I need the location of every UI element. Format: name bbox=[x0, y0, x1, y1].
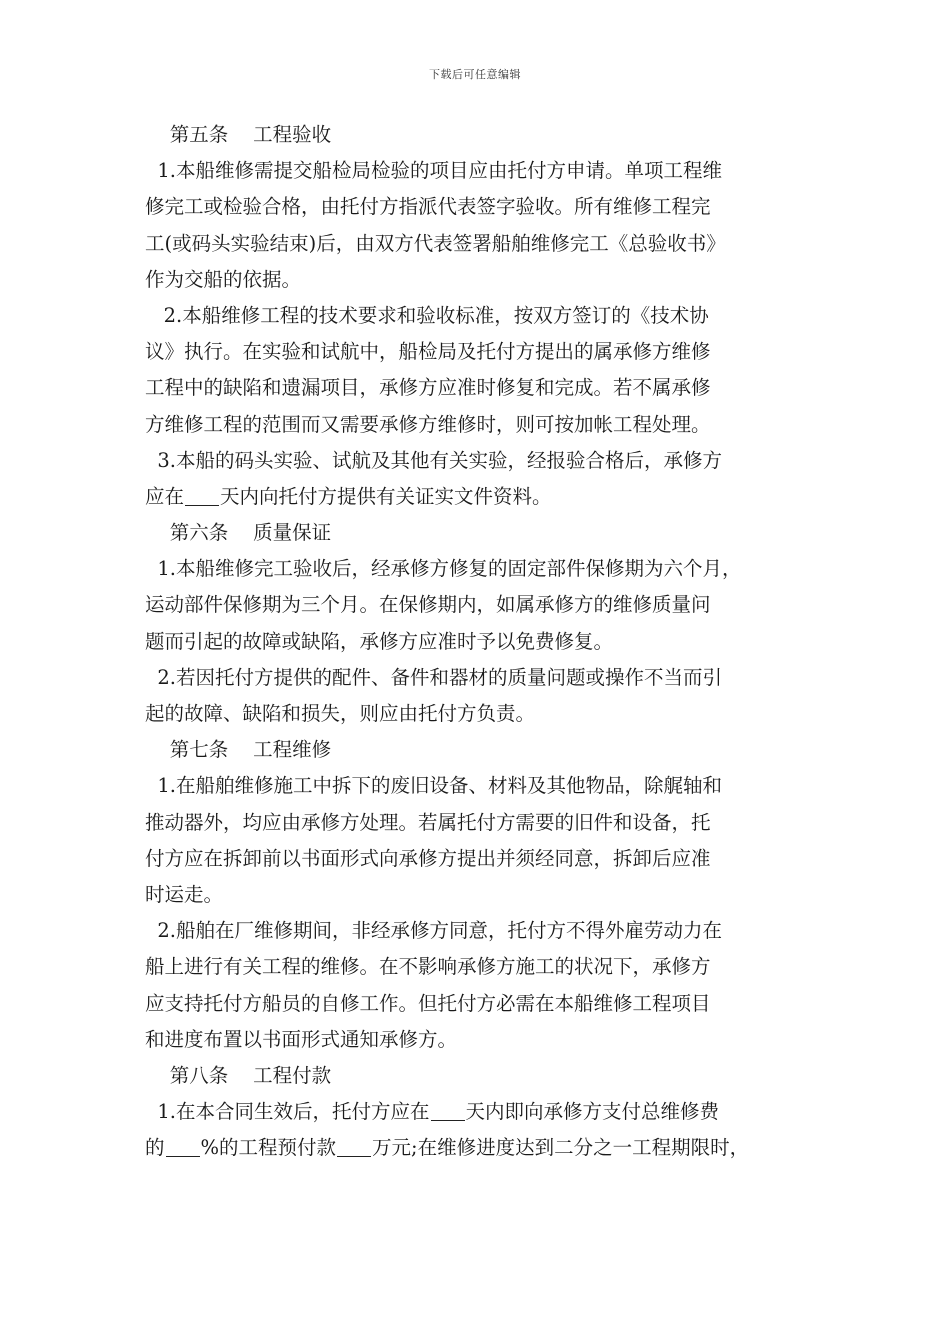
text-line bbox=[145, 443, 813, 479]
text-segment: 起的故障、缺陷和损失，则应由托付方负责。 bbox=[145, 702, 536, 725]
text-segment: 2.船舶在厂维修期间，非经承修方同意，托付方不得外雇劳动力在 bbox=[145, 919, 723, 943]
text-segment: 和进度布置以书面形式通知承修方。 bbox=[145, 1027, 458, 1051]
text-line bbox=[145, 624, 813, 660]
text-line bbox=[145, 407, 813, 443]
text-line bbox=[145, 1058, 813, 1094]
text-segment: 天内向托付方提供有关证实文件资料。 bbox=[220, 484, 552, 508]
text-line bbox=[145, 877, 813, 913]
text-line bbox=[145, 334, 813, 370]
text-line bbox=[145, 1130, 813, 1166]
text-segment: 付方应在拆卸前以书面形式向承修方提出并须经同意，拆卸后应准 bbox=[145, 846, 711, 870]
text-line bbox=[145, 732, 813, 768]
fill-in-blank bbox=[431, 1102, 465, 1121]
text-segment: 工(或码头实验结束)后，由双方代表签署船舶维修完工《总验收书》 bbox=[145, 231, 726, 255]
text-segment: 推动器外，均应由承修方处理。若属托付方需要的旧件和设备，托 bbox=[145, 810, 711, 834]
text-line bbox=[145, 298, 813, 334]
text-line bbox=[145, 226, 813, 262]
fill-in-blank bbox=[166, 1138, 200, 1157]
text-segment: 1.在本合同生效后，托付方应在 bbox=[145, 1100, 430, 1124]
text-line bbox=[145, 370, 813, 406]
text-segment: 的 bbox=[145, 1136, 165, 1160]
text-line bbox=[145, 153, 813, 189]
text-segment: 2.本船维修工程的技术要求和验收标准，按双方签订的《技术协 bbox=[145, 303, 709, 327]
text-segment: 议》执行。在实验和试航中，船检局及托付方提出的属承修方维修 bbox=[145, 340, 711, 364]
text-line bbox=[145, 587, 813, 623]
text-segment: 第八条 工程付款 bbox=[145, 1063, 332, 1087]
text-segment: 应在 bbox=[145, 484, 185, 508]
page-header: 下载后可任意编辑 bbox=[429, 68, 521, 81]
text-line bbox=[145, 696, 813, 732]
text-segment: 修完工或检验合格，由托付方指派代表签字验收。所有维修工程完 bbox=[145, 195, 711, 219]
text-line bbox=[145, 1094, 813, 1130]
text-line bbox=[145, 515, 813, 551]
text-line bbox=[145, 913, 813, 949]
text-segment: 工程中的缺陷和遗漏项目，承修方应准时修复和完成。若不属承修 bbox=[145, 376, 711, 400]
text-segment: 船上进行有关工程的维修。在不影响承修方施工的状况下，承修方 bbox=[145, 955, 711, 979]
text-segment: 2.若因托付方提供的配件、备件和器材的质量问题或操作不当而引 bbox=[145, 665, 723, 689]
text-segment: 题而引起的故障或缺陷，承修方应准时予以免费修复。 bbox=[145, 629, 614, 653]
text-line bbox=[145, 117, 813, 153]
text-segment: 方维修工程的范围而又需要承修方维修时，则可按加帐工程处理。 bbox=[145, 412, 711, 436]
text-line bbox=[145, 986, 813, 1022]
text-line bbox=[145, 768, 813, 804]
text-segment: 作为交船的依据。 bbox=[145, 267, 302, 291]
text-line bbox=[145, 262, 813, 298]
text-segment: 1.在船舶维修施工中拆下的废旧设备、材料及其他物品，除艉轴和 bbox=[145, 774, 723, 798]
text-line bbox=[145, 805, 813, 841]
text-segment: 3.本船的码头实验、试航及其他有关实验，经报验合格后，承修方 bbox=[145, 448, 723, 472]
text-line bbox=[145, 189, 813, 225]
text-line bbox=[145, 949, 813, 985]
text-segment: %的工程预付款 bbox=[200, 1136, 337, 1160]
text-line bbox=[145, 551, 813, 587]
text-segment: 运动部件保修期为三个月。在保修期内，如属承修方的维修质量问 bbox=[145, 593, 711, 617]
text-segment: 万元;在维修进度达到二分之一工程期限时， bbox=[372, 1136, 750, 1160]
text-segment: 天内即向承修方支付总维修费 bbox=[465, 1100, 720, 1124]
text-segment: 应支持托付方船员的自修工作。但托付方必需在本船维修工程项目 bbox=[145, 991, 711, 1015]
fill-in-blank bbox=[185, 487, 219, 506]
text-line bbox=[145, 660, 813, 696]
text-segment: 1.本船维修完工验收后，经承修方修复的固定部件保修期为六个月， bbox=[145, 557, 742, 581]
text-segment: 时运走。 bbox=[145, 882, 224, 906]
text-line bbox=[145, 841, 813, 877]
text-segment: 1.本船维修需提交船检局检验的项目应由托付方申请。单项工程维 bbox=[145, 159, 723, 183]
text-line bbox=[145, 1022, 813, 1058]
text-segment: 第五条 工程验收 bbox=[145, 123, 332, 146]
text-line bbox=[145, 479, 813, 515]
text-segment: 第六条 质量保证 bbox=[145, 521, 332, 545]
text-segment: 第七条 工程维修 bbox=[145, 738, 332, 762]
fill-in-blank bbox=[337, 1138, 371, 1157]
document-body bbox=[145, 117, 813, 1166]
